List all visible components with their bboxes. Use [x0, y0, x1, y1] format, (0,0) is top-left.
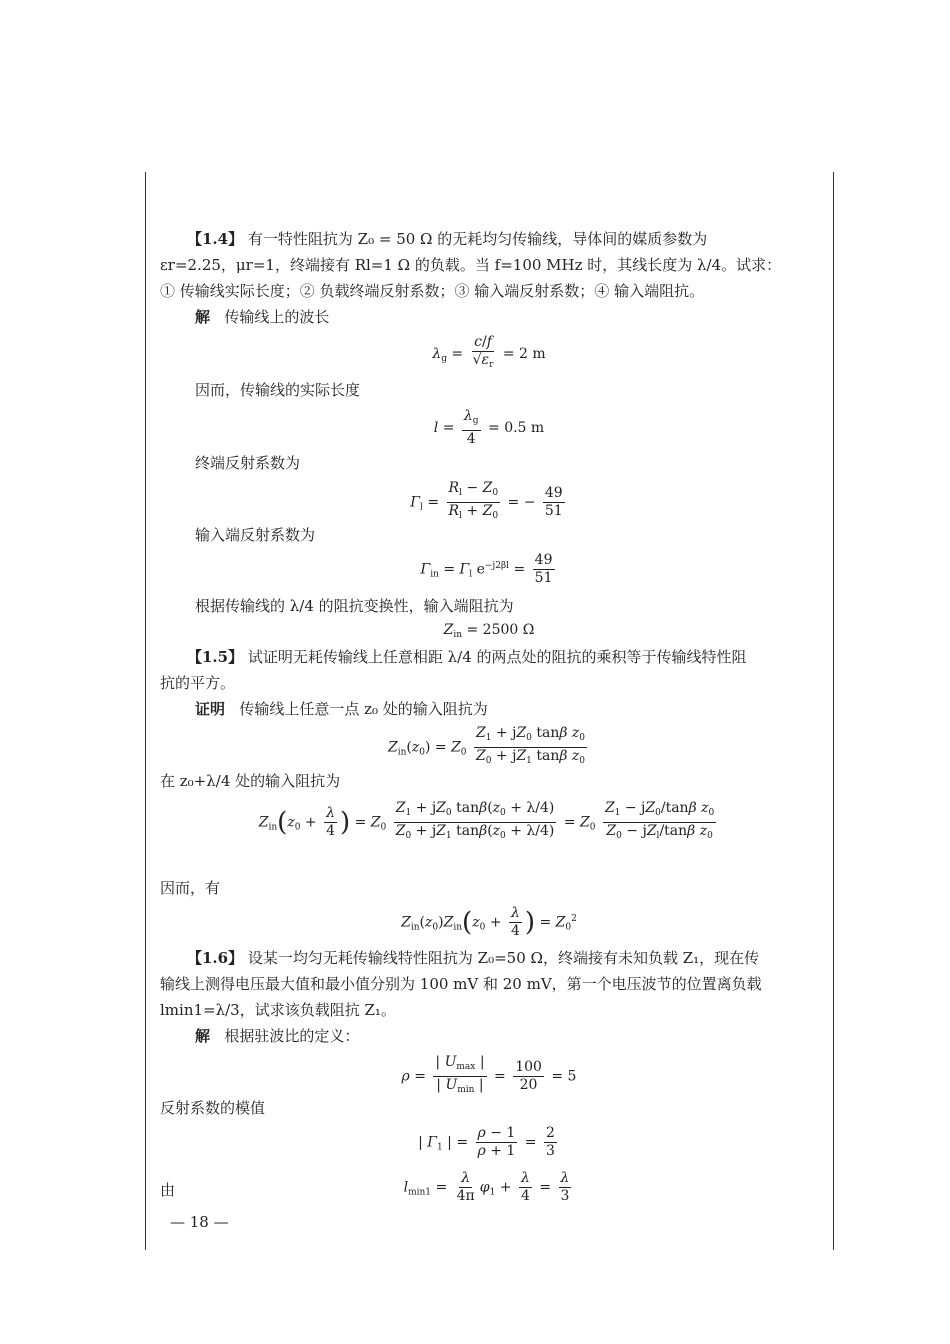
equation-length: l = $\frac{\lambda_g}{4}$ = 0.5 m — [433, 408, 545, 447]
problem-1-6-line2: 输线上测得电压最大值和最小值分别为 100 mV 和 20 mV，第一个电压波节的位置离负载 — [160, 975, 762, 993]
equation-wavelength: $\lambda_g$ = $\frac{c/f}{√\varepsilon_r}$ = 2 m — [432, 334, 546, 370]
equation-zin-shifted: $Z_{in}(z_0$ + $\frac{\lambda}{4}$ ) = $Z_0$ $\frac{Z_1 + jZ_0 \tan\beta(z_0 + \lambda/4)}{Z_0 + jZ_1 \tan\beta(z_0 + \lambda/4)}$ = $Z_0$ $\frac{Z_1 - jZ_0/\tan\beta z_0}{Z_0 - jZ_l/\tan\beta z_0}$ — [258, 800, 715, 841]
problem-1-4-tag: 【1.4】 — [187, 230, 244, 248]
problem-1-5-line1 — [187, 647, 747, 667]
right-margin-rule — [833, 172, 834, 1250]
text-input-impedance: 根据传输线的 λ/4 的阻抗变换性，输入端阻抗为 — [195, 597, 514, 615]
equation-vswr: ρ = $\frac{| U_{max} |}{| U_{min} |}$ = $\frac{100}{20}$ = 5 — [401, 1054, 577, 1095]
text-therefore: 因而，有 — [160, 879, 221, 897]
page-number: — 18 — — [170, 1213, 229, 1231]
text-reflection-magnitude: 反射系数的模值 — [160, 1099, 266, 1117]
text-zin-shifted: 在 z₀+λ/4 处的输入阻抗为 — [160, 772, 341, 790]
text-from: 由 — [160, 1181, 176, 1199]
equation-input-impedance: $Z_{in} = 2500$ Ω — [443, 622, 535, 640]
equation-input-reflection: $\Gamma_{in} = \Gamma_l$ $e^{-j2\beta l}$ = $\frac{49}{51}$ — [420, 552, 553, 586]
solution-label: 解 — [195, 1027, 211, 1045]
problem-1-4-line3: ① 传输线实际长度；② 负载终端反射系数；③ 输入端反射系数；④ 输入端阻抗。 — [160, 282, 705, 300]
equation-zin-z0: $Z_{in}(z_0) = Z_0$ $\frac{Z_1 + jZ_0 \tan\beta z_0}{Z_0 + jZ_1 \tan\beta z_0}$ — [387, 725, 586, 766]
problem-1-6-text1: 设某一均匀无耗传输线特性阻抗为 Z₀=50 Ω，终端接有未知负载 Z₁，现在传 — [247, 949, 760, 967]
problem-1-4-text1: 有一特性阻抗为 Z₀ = 50 Ω 的无耗均匀传输线，导体间的媒质参数为 — [247, 230, 708, 248]
proof-intro-text: 传输线上任意一点 z₀ 处的输入阻抗为 — [239, 700, 488, 718]
problem-1-4-line2: εr=2.25，μr=1，终端接有 Rl=1 Ω 的负载。当 f=100 MHz 时，其线长度为 λ/4。试求： — [160, 256, 782, 274]
solution-label: 解 — [195, 308, 211, 326]
equation-reflection-magnitude: | $\Gamma_1$ | = $\frac{\rho - 1}{\rho + 1}$ = $\frac{2}{3}$ — [418, 1125, 555, 1159]
problem-1-4-line1 — [187, 229, 707, 249]
proof-1-5-intro — [195, 699, 488, 719]
equation-load-reflection: $\Gamma_l$ = $\frac{R_l - Z_0}{R_l + Z_0}$ = − $\frac{49}{51}$ — [410, 480, 563, 521]
solution-1-6-intro — [195, 1026, 359, 1046]
problem-1-6-line1 — [187, 948, 759, 968]
problem-1-6-tag: 【1.6】 — [187, 949, 244, 967]
problem-1-5-text1: 试证明无耗传输线上任意相距 λ/4 的两点处的阻抗的乘积等于传输线特性阻 — [247, 648, 747, 666]
text-input-reflection: 输入端反射系数为 — [195, 526, 316, 544]
solution-intro-text: 根据驻波比的定义： — [224, 1027, 360, 1045]
text-actual-length: 因而，传输线的实际长度 — [195, 381, 361, 399]
solution-intro-text: 传输线上的波长 — [224, 308, 330, 326]
problem-1-5-line2: 抗的平方。 — [160, 674, 236, 692]
problem-1-6-line3: lmin1=λ/3，试求该负载阻抗 Z₁。 — [160, 1001, 396, 1019]
equation-lmin1: $l_{min1}$ = $\frac{\lambda}{4\pi}$ $\varphi_1$ + $\frac{\lambda}{4}$ = $\frac{\lambda}{3}$ — [403, 1170, 570, 1204]
problem-1-5-tag: 【1.5】 — [187, 648, 244, 666]
text-load-reflection: 终端反射系数为 — [195, 454, 301, 472]
solution-1-4-intro — [195, 307, 329, 327]
proof-label: 证明 — [195, 700, 226, 718]
equation-product: $Z_{in}(z_0)Z_{in}(z_0$ + $\frac{\lambda}{4}$ ) = $Z_0^2$ — [401, 905, 577, 939]
